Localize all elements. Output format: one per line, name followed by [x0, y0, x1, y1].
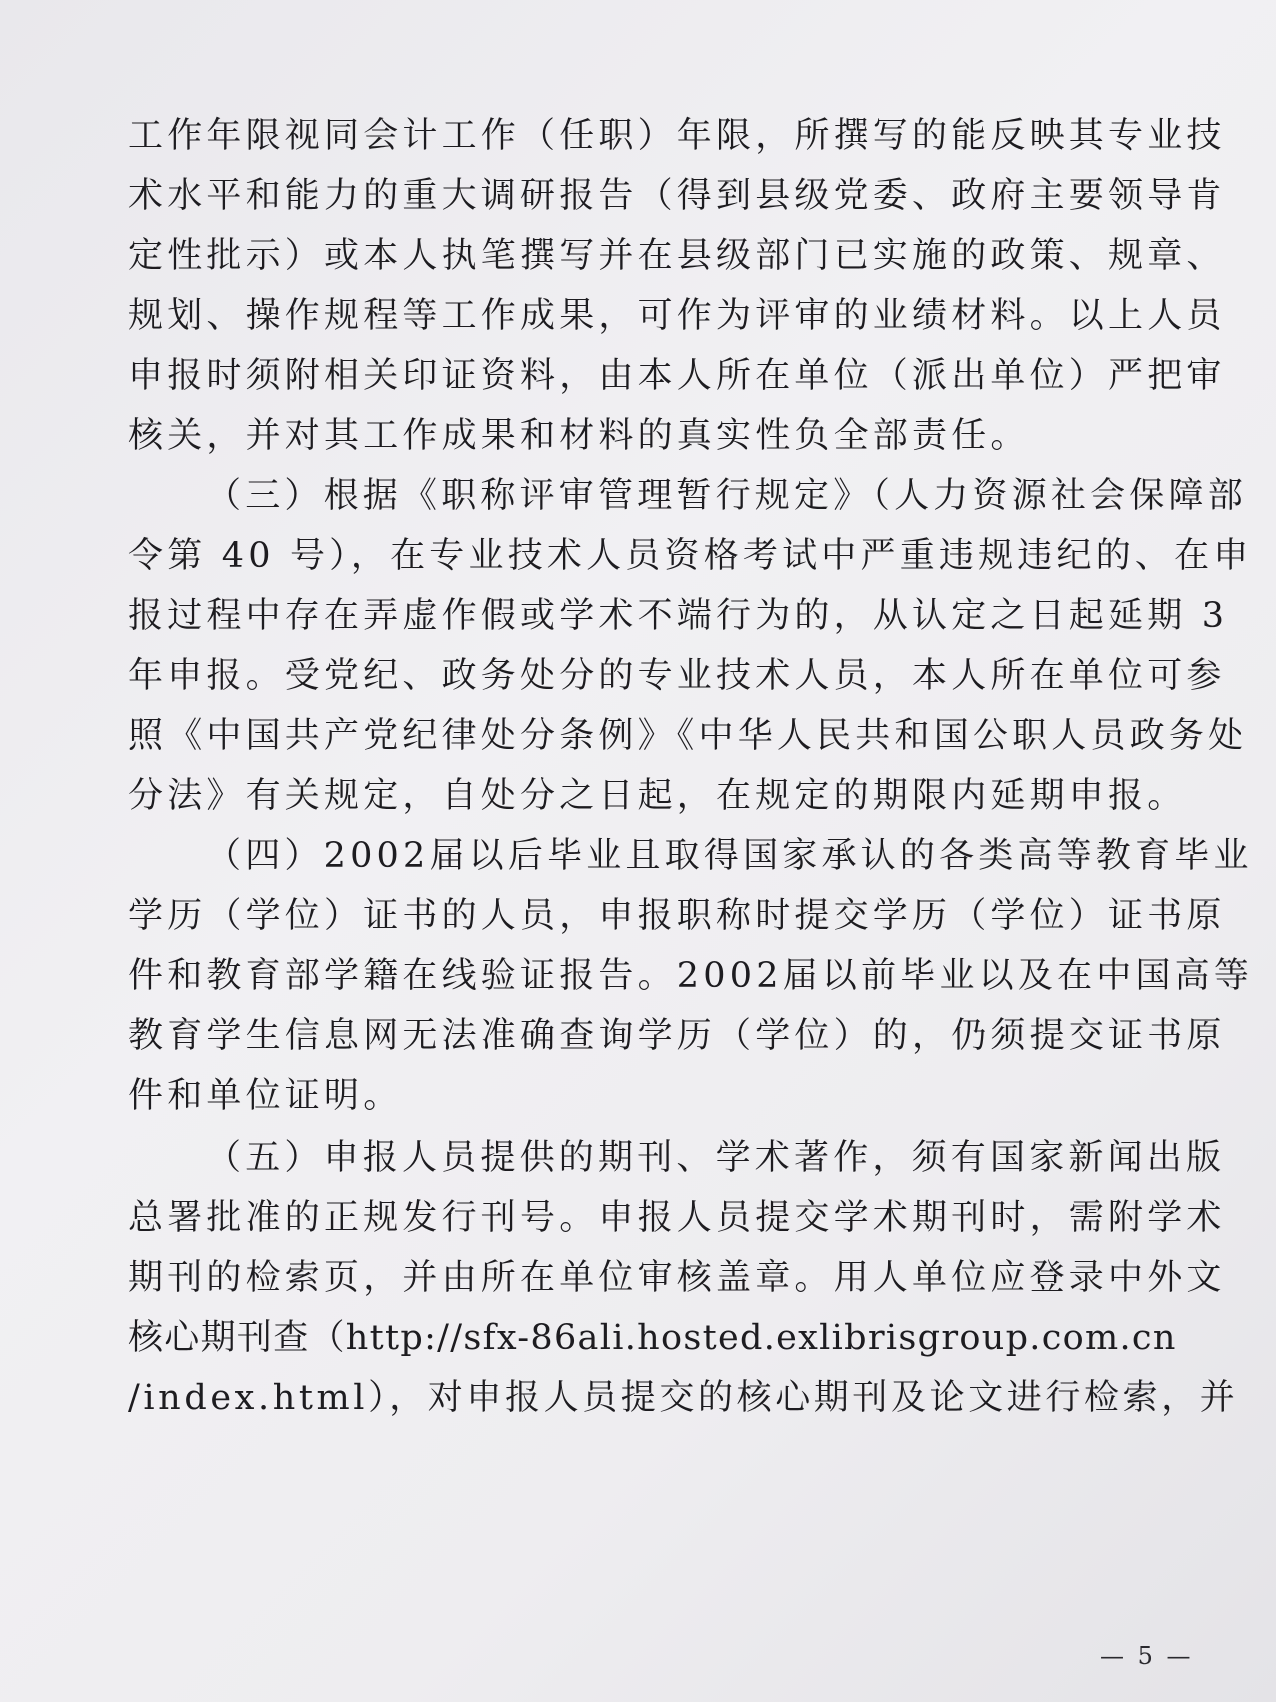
text-line: 学历（学位）证书的人员，申报职称时提交学历（学位）证书原 [128, 896, 1226, 936]
text-line: （四）2002届以后毕业且取得国家承认的各类高等教育毕业 [206, 836, 1253, 876]
text-line: 件和单位证明。 [128, 1076, 403, 1116]
text-line: 定性批示）或本人执笔撰写并在县级部门已实施的政策、规章、 [128, 236, 1226, 276]
text-line: /index.html），对申报人员提交的核心期刊及论文进行检索，并 [128, 1378, 1239, 1418]
text-line: 令第 40 号），在专业技术人员资格考试中严重违规违纪的、在申 [128, 536, 1253, 576]
text-line: （三）根据《职称评审管理暂行规定》（人力资源社会保障部 [206, 476, 1247, 516]
text-line: 核关，并对其工作成果和材料的真实性负全部责任。 [128, 416, 1030, 456]
text-line: 年申报。受党纪、政务处分的专业技术人员，本人所在单位可参 [128, 656, 1226, 696]
text-line: 总署批准的正规发行刊号。申报人员提交学术期刊时，需附学术 [128, 1198, 1226, 1238]
text-line: 分法》有关规定，自处分之日起，在规定的期限内延期申报。 [128, 776, 1187, 816]
text-line: 教育学生信息网无法准确查询学历（学位）的，仍须提交证书原 [128, 1016, 1226, 1056]
text-line: 核心期刊查（http://sfx-86ali.hosted.exlibrisgroup.com.cn [128, 1318, 1177, 1358]
text-line: 件和教育部学籍在线验证报告。2002届以前毕业以及在中国高等 [128, 956, 1254, 996]
text-line: 报过程中存在弄虚作假或学术不端行为的，从认定之日起延期 3 [128, 596, 1229, 636]
text-line: 期刊的检索页，并由所在单位审核盖章。用人单位应登录中外文 [128, 1258, 1226, 1298]
text-line: 术水平和能力的重大调研报告（得到县级党委、政府主要领导肯 [128, 176, 1226, 216]
page-number: — 5 — [1100, 1642, 1194, 1670]
text-line: （五）申报人员提供的期刊、学术著作，须有国家新闻出版 [206, 1138, 1226, 1178]
text-line: 申报时须附相关印证资料，由本人所在单位（派出单位）严把审 [128, 356, 1226, 396]
text-line: 工作年限视同会计工作（任职）年限，所撰写的能反映其专业技 [128, 116, 1226, 156]
text-line: 规划、操作规程等工作成果，可作为评审的业绩材料。以上人员 [128, 296, 1226, 336]
text-line: 照《中国共产党纪律处分条例》《中华人民共和国公职人员政务处 [128, 716, 1248, 756]
